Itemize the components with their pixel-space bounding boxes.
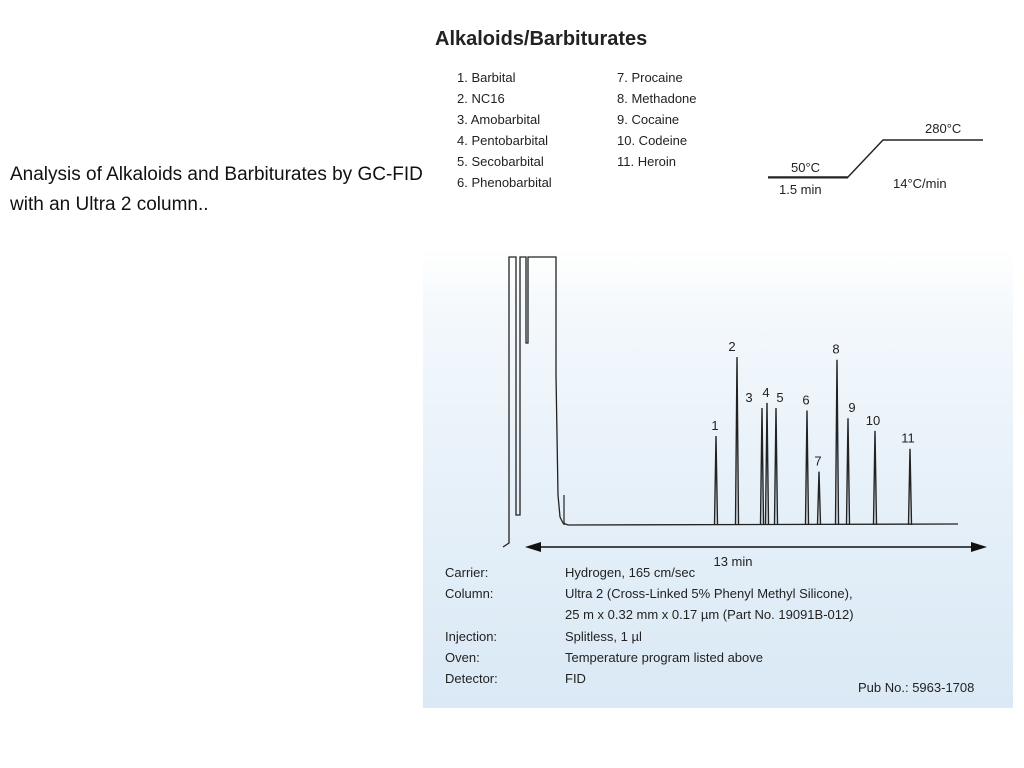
condition-value-column-1: Ultra 2 (Cross-Linked 5% Phenyl Methyl Silicone), <box>565 586 853 601</box>
compound-item: 2. NC16 <box>457 91 505 106</box>
peak-label-10: 10 <box>865 412 881 428</box>
compound-list-right <box>617 67 697 172</box>
peak-label-layer <box>711 339 914 468</box>
compound-item: 8. Methadone <box>617 91 697 106</box>
peak-label-8: 8 <box>832 341 840 357</box>
condition-value-carrier: Hydrogen, 165 cm/sec <box>565 565 696 580</box>
peak-label-9: 9 <box>848 400 856 416</box>
peak-7 <box>818 472 821 525</box>
compound-item: 1. Barbital <box>457 70 516 85</box>
compound-item: 9. Cocaine <box>617 112 680 127</box>
peak-10 <box>874 431 877 525</box>
chromatogram-trace <box>503 257 958 547</box>
peak-9 <box>847 418 850 525</box>
time-axis-arrow-left <box>525 542 541 552</box>
condition-value-column-2: 25 m x 0.32 mm x 0.17 µm (Part No. 19091B-012) <box>565 607 854 622</box>
compound-item: 7. Procaine <box>617 70 683 85</box>
peak-label-5: 5 <box>776 390 784 406</box>
peak-label-2: 2 <box>728 339 736 355</box>
compound-item: 4. Pentobarbital <box>457 133 549 148</box>
peak-8 <box>836 360 839 525</box>
figure-title: Alkaloids/Barbiturates <box>435 28 648 50</box>
compound-item: 3. Amobarbital <box>457 112 541 127</box>
compound-item: 5. Secobarbital <box>457 154 544 169</box>
publication-number: Pub No.: 5963-1708 <box>858 680 975 695</box>
condition-label-detector: Detector: <box>445 671 498 686</box>
peak-label-1: 1 <box>711 418 719 433</box>
time-axis-arrow-right <box>971 542 987 552</box>
peak-label-4: 4 <box>762 384 770 400</box>
ramp-rate-label: 14°C/min <box>893 176 947 191</box>
peak-6 <box>806 411 809 525</box>
compound-list-left <box>457 67 552 193</box>
peak-2 <box>736 357 739 525</box>
condition-label-injection: Injection: <box>445 629 498 644</box>
peak-layer <box>715 357 912 525</box>
final-temp-label: 280°C <box>925 121 962 136</box>
chromatogram-plot <box>423 225 1013 570</box>
condition-label-oven: Oven: <box>445 650 480 665</box>
condition-label-carrier: Carrier: <box>445 565 489 580</box>
chromatogram-figure <box>423 20 1013 708</box>
peak-label-6: 6 <box>802 392 810 408</box>
hold-time-label: 1.5 min <box>779 182 822 197</box>
condition-value-oven: Temperature program listed above <box>565 650 763 665</box>
peak-5 <box>775 408 778 525</box>
peak-4 <box>766 403 769 525</box>
solvent-front-trace <box>503 257 568 547</box>
peak-label-11: 11 <box>901 430 915 446</box>
condition-value-injection: Splitless, 1 µl <box>565 629 642 644</box>
time-axis-label: 13 min <box>713 554 753 569</box>
peak-3 <box>761 408 764 525</box>
condition-value-detector: FID <box>565 671 586 686</box>
peak-label-7: 7 <box>814 453 822 469</box>
compound-item: 11. Heroin <box>617 154 677 169</box>
peak-1 <box>715 436 718 525</box>
compound-item: 10. Codeine <box>617 133 688 148</box>
temperature-program-diagram <box>753 100 1003 210</box>
slide-caption: Analysis of Alkaloids and Barbiturates by GC-FID with an Ultra 2 column.. <box>10 164 423 215</box>
peak-11 <box>909 449 912 525</box>
peak-label-3: 3 <box>745 390 753 406</box>
initial-temp-label: 50°C <box>791 160 821 175</box>
condition-label-column: Column: <box>445 586 494 601</box>
compound-item: 6. Phenobarbital <box>457 175 552 190</box>
